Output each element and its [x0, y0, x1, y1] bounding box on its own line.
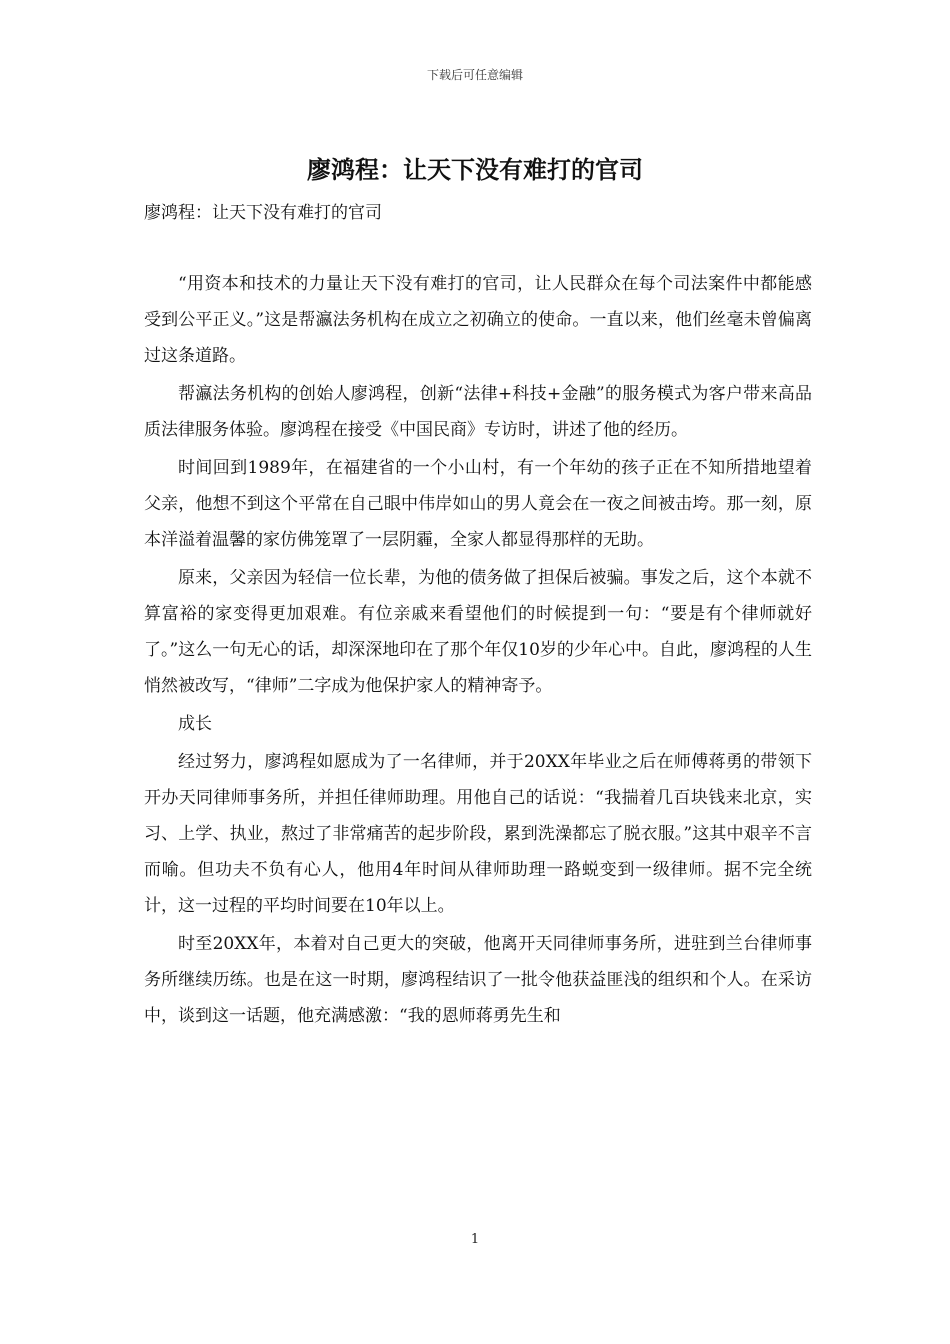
- paragraph-founder: 帮瀛法务机构的创始人廖鸿程，创新“法律+科技+金融”的服务模式为客户带来高品质法律服务体验。廖鸿程在接受《中国民商》专访时，讲述了他的经历。: [144, 384, 812, 440]
- document-subtitle: 廖鸿程：让天下没有难打的官司: [144, 203, 382, 223]
- page-number: 1: [470, 1232, 480, 1247]
- page-header-note: 下载后可任意编辑: [426, 68, 523, 82]
- paragraph-mission: “用资本和技术的力量让天下没有难打的官司，让人民群众在每个司法案件中都能感受到公平正义。”这是帮瀛法务机构在成立之初确立的使命。一直以来，他们丝毫未曾偏离过这条道路。: [144, 274, 812, 366]
- section-heading-growth: 成长: [178, 714, 212, 734]
- paragraph-lantai: 时至20XX年，本着对自己更大的突破，他离开天同律师事务所，进驻到兰台律师事务所继续历练。也是在这一时期，廖鸿程结识了一批令他获益匪浅的组织和个人。在采访中，谈到这一话题，他充满感激：“我的恩师蒋勇先生和: [144, 934, 812, 1026]
- document-body: [144, 266, 812, 1036]
- paragraph-father-debt: 原来，父亲因为轻信一位长辈，为他的债务做了担保后被骗。事发之后，这个本就不算富裕的家变得更加艰难。有位亲戚来看望他们的时候提到一句：“要是有个律师就好了。”这么一句无心的话，却深深地印在了那个年仅10岁的少年心中。自此，廖鸿程的人生悄然被改写，“律师”二字成为他保护家人的精神寄予。: [144, 568, 812, 696]
- paragraph-1989: 时间回到1989年，在福建省的一个小山村，有一个年幼的孩子正在不知所措地望着父亲，他想不到这个平常在自己眼中伟岸如山的男人竟会在一夜之间被击垮。那一刻，原本洋溢着温馨的家仿佛笼罩了一层阴霾，全家人都显得那样的无助。: [144, 458, 812, 550]
- paragraph-career-start: 经过努力，廖鸿程如愿成为了一名律师，并于20XX年毕业之后在师傅蒋勇的带领下开办天同律师事务所，并担任律师助理。用他自己的话说：“我揣着几百块钱来北京，实习、上学、执业，熬过了非常痛苦的起步阶段，累到洗澡都忘了脱衣服。”这其中艰辛不言而喻。但功夫不负有心人，他用4年时间从律师助理一路蜕变到一级律师。据不完全统计，这一过程的平均时间要在10年以上。: [144, 752, 812, 916]
- document-title: 廖鸿程：让天下没有难打的官司: [307, 155, 643, 184]
